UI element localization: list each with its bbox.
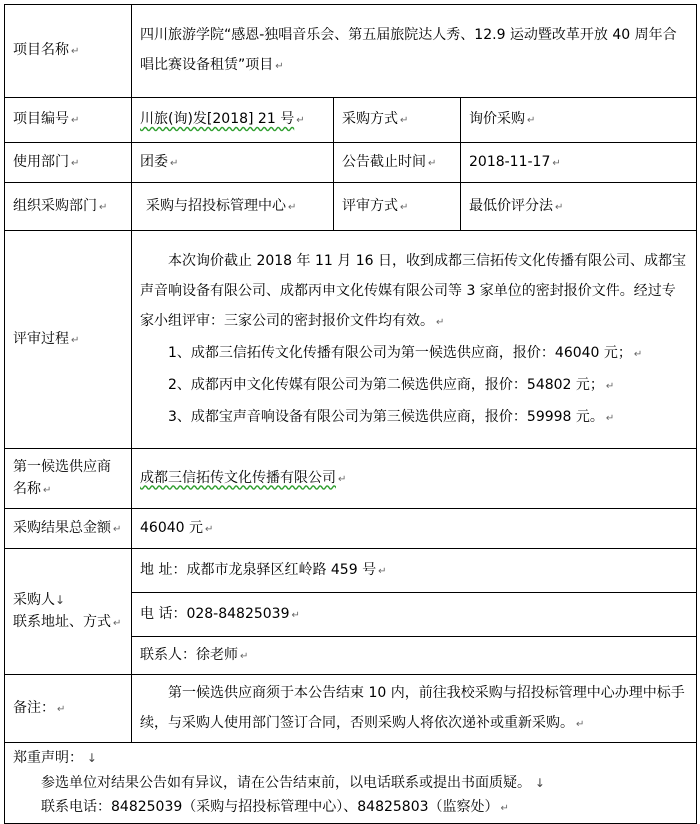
- project-name-value: 四川旅游学院“感恩-独唱音乐会、第五届旅院达人秀、12.9 运动暨改革开放 40 周年合唱比赛设备租赁”项目: [140, 27, 677, 73]
- row-purchaser-contact: 联系人：徐老师 ↵: [5, 637, 697, 675]
- remarks-label: 备注：: [13, 699, 55, 716]
- row-department: 使用部门 ↵ 团委 ↵ 公告截止时间 ↵ 2018-11-17 ↵: [5, 143, 697, 183]
- statement-line1: 参选单位对结果公告如有异议，请在公告结束前，以电话联系或提出书面质疑。: [41, 775, 531, 791]
- purchaser-phone: 电 话：028-84825039: [140, 605, 290, 622]
- review-item-1: 1、成都三信拓传文化传播有限公司为第一候选供应商，报价：46040 元； ↵: [168, 344, 643, 361]
- purchaser-label-line1: 采购人: [13, 591, 55, 608]
- row-total-amount: 采购结果总金额 ↵ 46040 元 ↵: [5, 509, 697, 549]
- project-number-value: 川旅(询)发[2018] 21 号: [140, 111, 295, 127]
- row-organizing: 组织采购部门 ↵ 采购与招投标管理中心 ↵ 评审方式 ↵ 最低价评分法 ↵: [5, 183, 697, 231]
- statement-title: 郑重声明：: [13, 750, 83, 766]
- row-first-candidate: 第一候选供应商名称 ↵ 成都三信拓传文化传播有限公司 ↵: [5, 449, 697, 509]
- purchase-method-value: 询价采购: [469, 111, 525, 127]
- procurement-result-table: [4, 4, 697, 824]
- purchaser-label-cell: 采购人↓ 联系地址、方式 ↵: [5, 549, 132, 675]
- review-process-cell: [132, 231, 697, 449]
- first-candidate-label: 第一候选供应商名称: [13, 458, 111, 497]
- review-method-value: 最低价评分法: [469, 197, 553, 214]
- total-amount-value: 46040 元: [140, 519, 203, 536]
- first-candidate-value: 成都三信拓传文化传播有限公司: [140, 469, 336, 486]
- row-project-name: [5, 5, 697, 98]
- project-name-label-cell: 项目名称 ↵: [5, 5, 132, 98]
- row-purchaser-phone: 电 话：028-84825039 ↵: [5, 593, 697, 637]
- total-amount-label: 采购结果总金额: [13, 519, 111, 536]
- deadline-value: 2018-11-17: [469, 153, 551, 170]
- row-remarks: 备注： ↵ 第一候选供应商须于本公告结束 10 内，前往我校采购与招投标管理中心办理中标手续，与采购人使用部门签订合同，否则采购人将依次递补或重新采购。 ↵: [5, 675, 697, 743]
- project-number-label: 项目编号: [13, 111, 69, 127]
- purchaser-address: 地 址：成都市龙泉驿区红岭路 459 号: [140, 561, 377, 578]
- purchaser-contact: 联系人：徐老师: [140, 646, 238, 663]
- project-name-cell: 四川旅游学院“感恩-独唱音乐会、第五届旅院达人秀、12.9 运动暨改革开放 40 周年合唱比赛设备租赁”项目 ↵: [132, 5, 697, 98]
- review-process-label: 评审过程: [13, 330, 69, 347]
- review-item-2: 2、成都丙申文化传媒有限公司为第二候选供应商，报价：54802 元； ↵: [168, 376, 615, 393]
- row-purchaser-address: 采购人↓ 联系地址、方式 ↵ 地 址：成都市龙泉驿区红岭路 459 号 ↵: [5, 549, 697, 593]
- statement-cell: 郑重声明： ↓ 参选单位对结果公告如有异议，请在公告结束前，以电话联系或提出书面质疑。 ↓ 联系电话：84825039（采购与招投标管理中心）、84825803（监察处） ↵: [5, 743, 697, 824]
- deadline-label: 公告截止时间: [342, 153, 426, 170]
- using-department-value: 团委: [140, 153, 168, 170]
- project-name-label: 项目名称: [13, 42, 69, 58]
- purchase-method-label: 采购方式: [342, 111, 398, 127]
- statement-line2: 联系电话：84825039（采购与招投标管理中心）、84825803（监察处）: [41, 799, 499, 815]
- organizing-department-label: 组织采购部门: [13, 197, 97, 214]
- review-method-label: 评审方式: [342, 197, 398, 214]
- remarks-value: 第一候选供应商须于本公告结束 10 内，前往我校采购与招投标管理中心办理中标手续，与采购人使用部门签订合同，否则采购人将依次递补或重新采购。: [140, 684, 685, 731]
- review-process-paragraph: 本次询价截止 2018 年 11 月 16 日，收到成都三信拓传文化传播有限公司、成都宝声音响设备有限公司、成都丙申文化传媒有限公司等 3 家单位的密封报价文件。经过专家小组评审：三家公司的密封报价文件均有效。 ↵: [140, 252, 686, 329]
- row-project-number: 项目编号 ↵ 川旅(询)发[2018] 21 号 ↵ 采购方式 ↵ 询价采购 ↵: [5, 98, 697, 143]
- purchaser-label-line2: 联系地址、方式: [13, 613, 111, 630]
- row-review-process: 评审过程 ↵ 本次询价截止 2018 年 11 月 16 日，收到成都三信拓传文化传播有限公司、成都宝声音响设备有限公司、成都丙申文化传媒有限公司等 3 家单位的密封报价文件。经过专家小组评审：三家公司的密封报价文件均有效。 ↵ 1、成都三信拓传文化传播有限公司为第一候选供应商，报价：46040 元； ↵ 2、成都丙申文化传媒有限公司为第二候选供应商，报价：54802 元； ↵ 3、成都宝声音响设备有限公司为第三候选供应商，报价：59998 元。 ↵: [5, 231, 697, 449]
- using-department-label: 使用部门: [13, 153, 69, 170]
- review-item-3: 3、成都宝声音响设备有限公司为第三候选供应商，报价：59998 元。 ↵: [168, 408, 615, 425]
- organizing-department-value: 采购与招投标管理中心: [146, 197, 286, 214]
- row-statement: [5, 743, 697, 824]
